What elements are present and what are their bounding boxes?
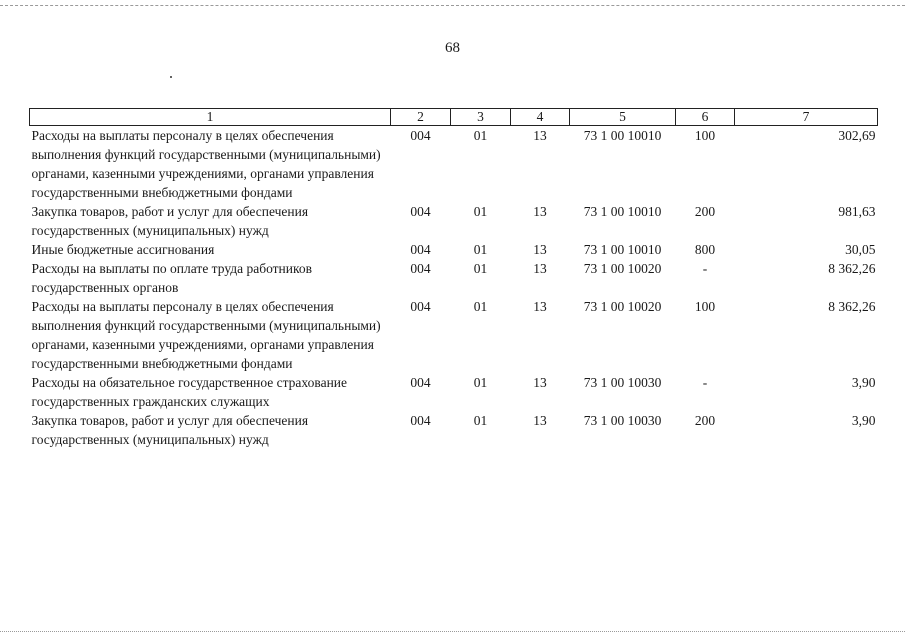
- cell-subsection: 13: [533, 299, 547, 314]
- scan-edge-bottom: [0, 631, 905, 632]
- cell-name: Расходы на выплаты персоналу в целях обеспечения выполнения функций государственными (муниципальными) органами, казенными учреждениями, органами управления государственными внебюджетными фондами: [31, 128, 381, 200]
- cell-target: 73 1 00 10010: [583, 128, 662, 143]
- cell-type: 100: [694, 299, 716, 314]
- cell-target: 73 1 00 10030: [583, 413, 662, 428]
- cell-target: 73 1 00 10010: [583, 204, 662, 219]
- cell-name: Расходы на выплаты персоналу в целях обеспечения выполнения функций государственными (муниципальными) органами, казенными учреждениями, органами управления государственными внебюджетными фондами: [31, 299, 381, 371]
- cell-amount: 3,90: [851, 413, 876, 428]
- col-header-6: 6: [676, 109, 735, 126]
- cell-section: 01: [473, 204, 488, 219]
- table-row: [30, 373, 878, 411]
- table-row: [30, 126, 878, 203]
- cell-target: 73 1 00 10010: [583, 242, 662, 257]
- cell-ministry: 004: [410, 204, 431, 219]
- cell-ministry: 004: [410, 128, 431, 143]
- col-header-7: 7: [735, 109, 878, 126]
- cell-name: Закупка товаров, работ и услуг для обеспечения государственных (муниципальных) нужд: [31, 413, 309, 447]
- header-row: [30, 109, 878, 126]
- cell-amount: 981,63: [838, 204, 876, 219]
- cell-subsection: 13: [533, 128, 547, 143]
- table-row: [30, 411, 878, 449]
- cell-section: 01: [473, 261, 488, 276]
- cell-subsection: 13: [533, 204, 547, 219]
- col-header-2: 2: [391, 109, 451, 126]
- scan-edge-top: [0, 5, 905, 6]
- cell-section: 01: [473, 375, 488, 390]
- table-row: [30, 202, 878, 240]
- cell-target: 73 1 00 10020: [583, 299, 662, 314]
- cell-amount: 8 362,26: [828, 299, 876, 314]
- cell-ministry: 004: [410, 242, 431, 257]
- cell-name: Расходы на выплаты по оплате труда работников государственных органов: [31, 261, 312, 295]
- table-row: [30, 297, 878, 373]
- cell-section: 01: [473, 299, 488, 314]
- cell-ministry: 004: [410, 413, 431, 428]
- col-header-1: 1: [30, 109, 391, 126]
- cell-type: 200: [694, 204, 716, 219]
- cell-section: 01: [473, 242, 488, 257]
- cell-section: 01: [473, 413, 488, 428]
- cell-subsection: 13: [533, 242, 547, 257]
- cell-subsection: 13: [533, 375, 547, 390]
- cell-amount: 3,90: [851, 375, 876, 390]
- cell-section: 01: [473, 128, 488, 143]
- cell-amount: 30,05: [845, 242, 876, 257]
- cell-name: Закупка товаров, работ и услуг для обеспечения государственных (муниципальных) нужд: [31, 204, 309, 238]
- cell-amount: 302,69: [838, 128, 876, 143]
- cell-target: 73 1 00 10030: [583, 375, 662, 390]
- cell-ministry: 004: [410, 261, 431, 276]
- cell-target: 73 1 00 10020: [583, 261, 662, 276]
- cell-type: 800: [694, 242, 716, 257]
- col-header-3: 3: [451, 109, 511, 126]
- col-header-4: 4: [511, 109, 570, 126]
- cell-name: Расходы на обязательное государственное страхование государственных гражданских служащих: [31, 375, 348, 409]
- cell-type: 200: [694, 413, 716, 428]
- cell-subsection: 13: [533, 261, 547, 276]
- cell-ministry: 004: [410, 375, 431, 390]
- col-header-5: 5: [570, 109, 676, 126]
- cell-type: -: [702, 261, 708, 276]
- page-number: 68: [445, 40, 460, 56]
- stray-dot: [170, 76, 172, 78]
- table-row: [30, 259, 878, 297]
- budget-table: [29, 108, 878, 449]
- cell-name: Иные бюджетные ассигнования: [31, 242, 215, 257]
- cell-type: 100: [694, 128, 716, 143]
- cell-amount: 8 362,26: [828, 261, 876, 276]
- cell-ministry: 004: [410, 299, 431, 314]
- table-row: [30, 240, 878, 259]
- cell-subsection: 13: [533, 413, 547, 428]
- cell-type: -: [702, 375, 708, 390]
